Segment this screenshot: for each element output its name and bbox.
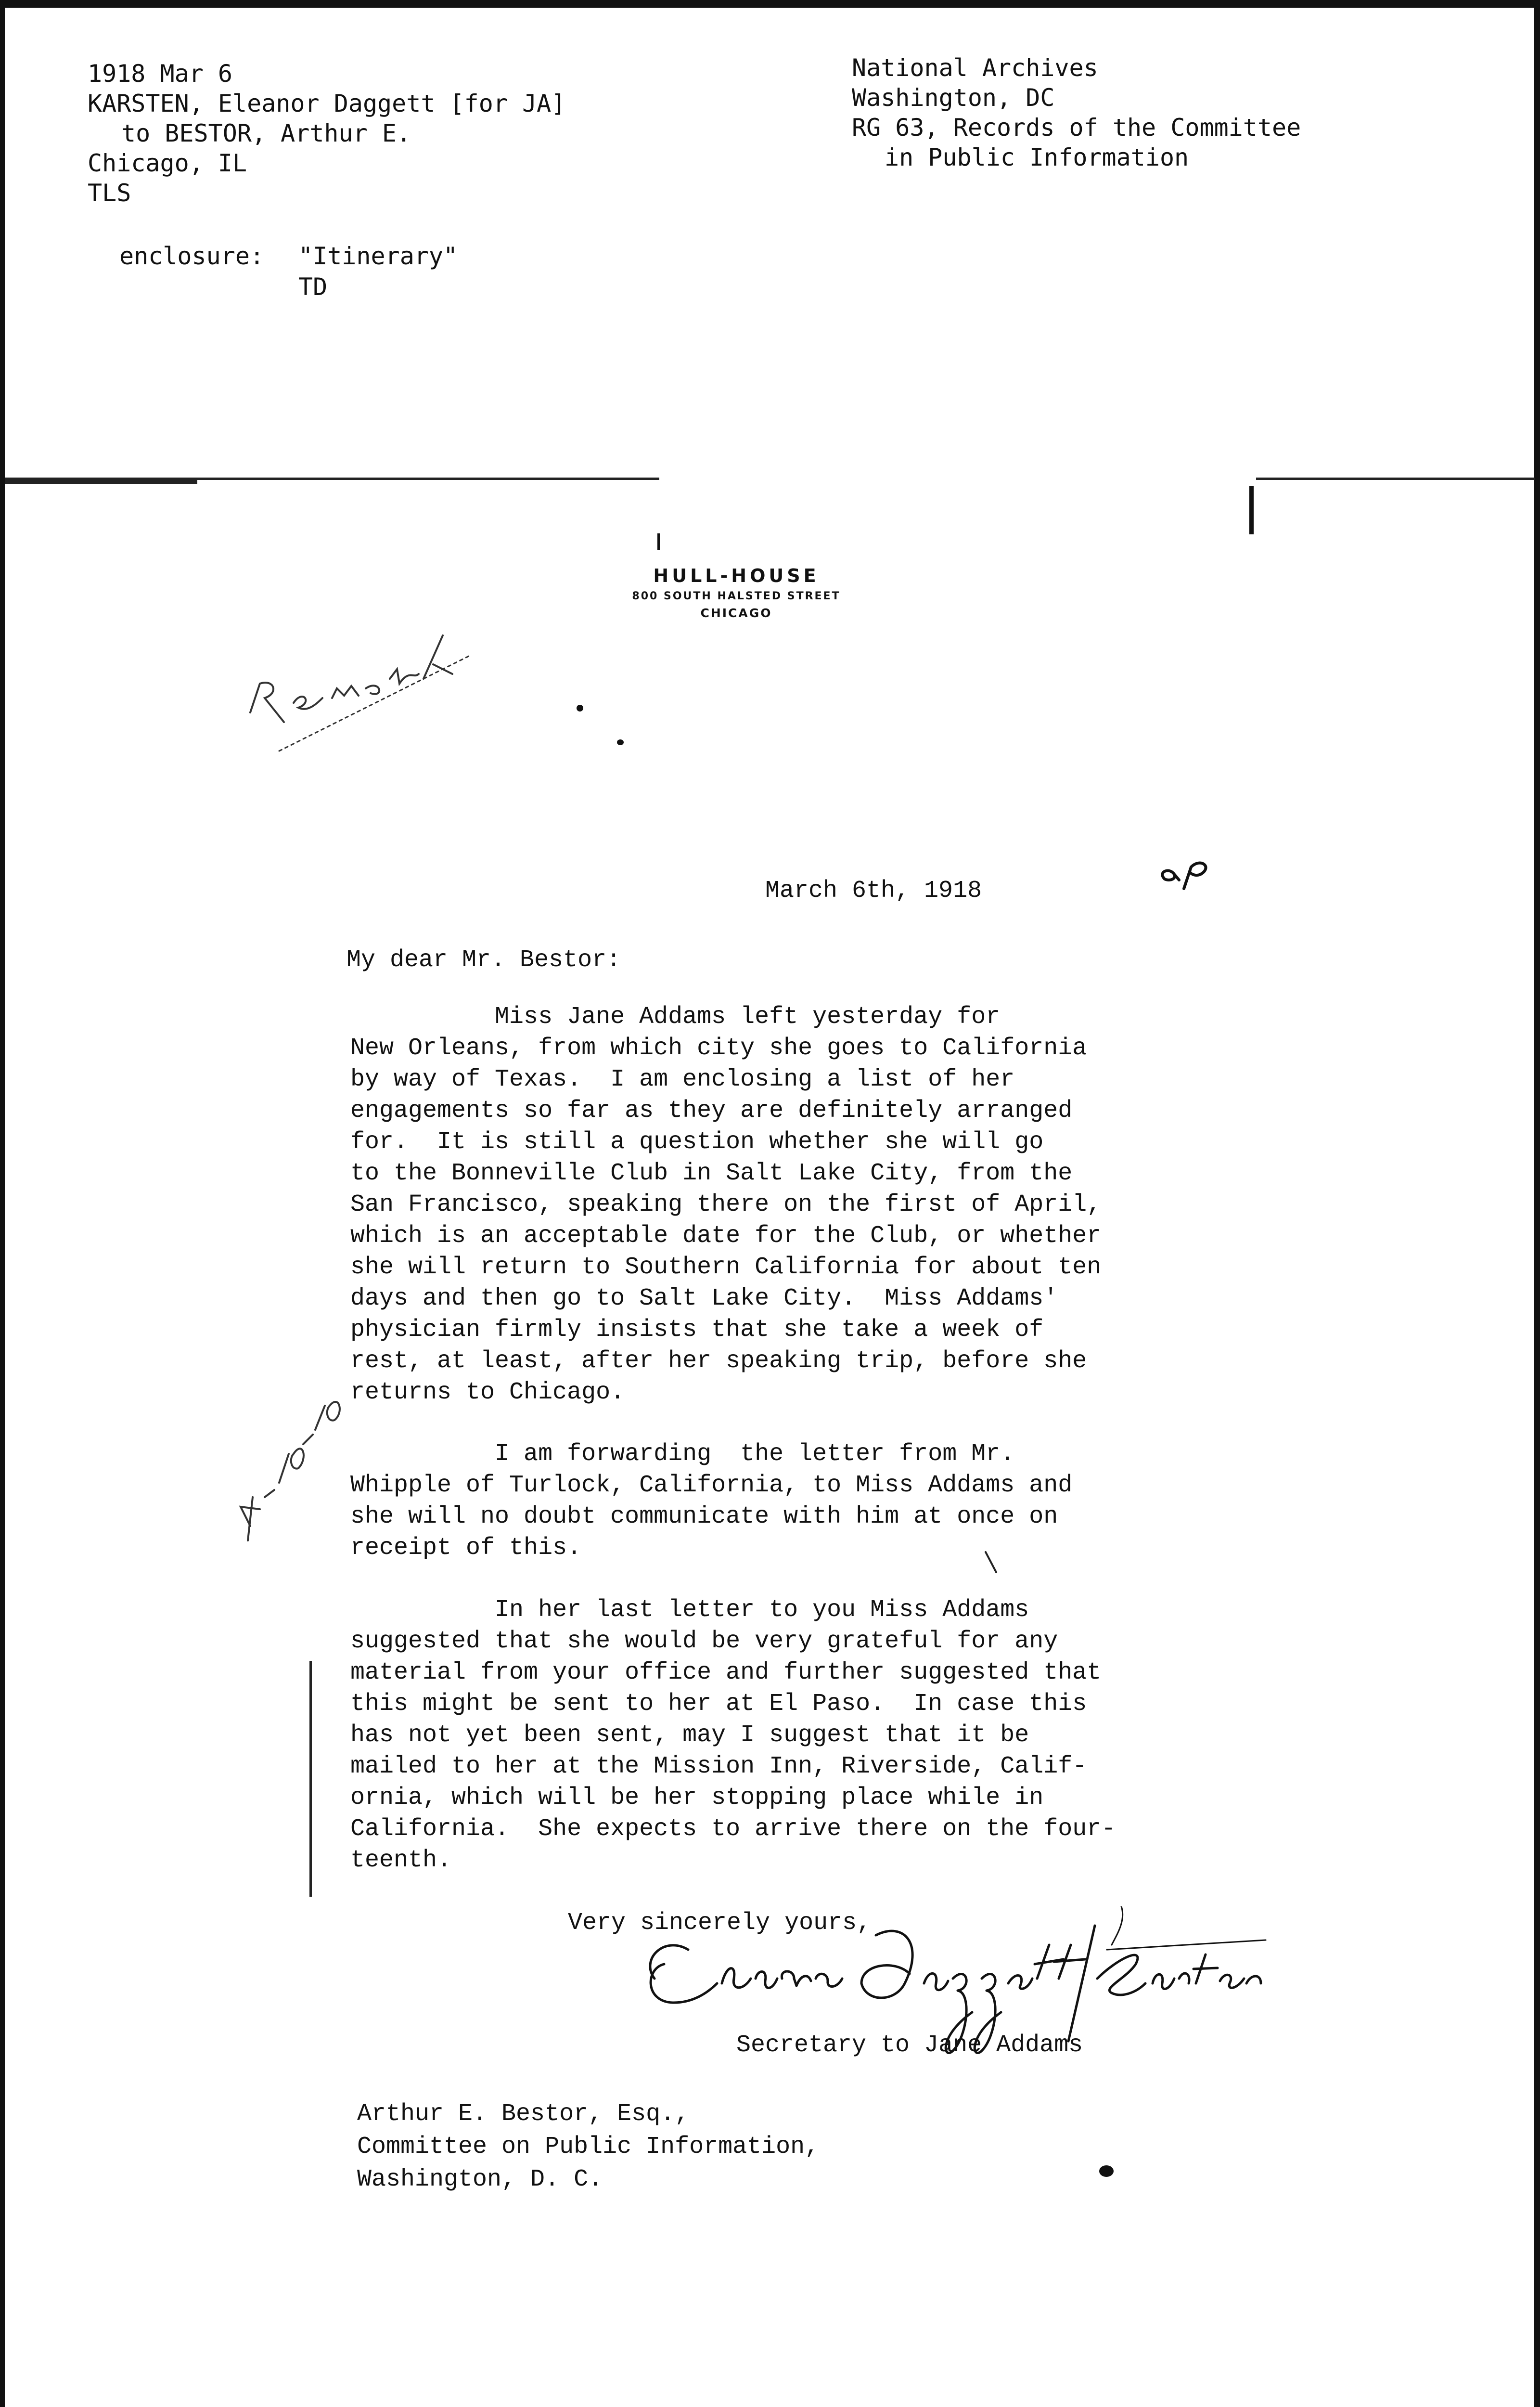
tear-line-left-thick bbox=[5, 479, 197, 484]
recipient-name: Arthur E. Bestor, Esq., bbox=[357, 2100, 690, 2128]
paragraph-line: she will return to Southern California for about ten bbox=[350, 1254, 1102, 1281]
paragraph-line: to the Bonneville Club in Salt Lake City, from the bbox=[350, 1160, 1073, 1187]
letter-paragraph-3 bbox=[350, 1594, 1178, 1876]
archive-source bbox=[852, 53, 1301, 172]
paragraph-line: which is an acceptable date for the Club, or whether bbox=[350, 1222, 1102, 1250]
paragraph-line: I am forwarding the letter from Mr. bbox=[350, 1440, 1015, 1468]
letter-paragraph-1 bbox=[350, 1001, 1178, 1408]
paragraph-line: San Francisco, speaking there on the first of April, bbox=[350, 1191, 1102, 1218]
paragraph-line: returns to Chicago. bbox=[350, 1379, 625, 1406]
citation-author: KARSTEN, Eleanor Daggett [for JA] bbox=[88, 90, 566, 117]
source-city: Washington, DC bbox=[852, 84, 1055, 112]
paragraph-line: Miss Jane Addams left yesterday for bbox=[350, 1003, 1001, 1031]
paragraph-line: receipt of this. bbox=[350, 1534, 582, 1562]
paragraph-line: material from your office and further suggested that bbox=[350, 1659, 1102, 1686]
paragraph-line: New Orleans, from which city she goes to California bbox=[350, 1035, 1087, 1062]
paragraph-line: rest, at least, after her speaking trip, before she bbox=[350, 1347, 1087, 1375]
letterhead-name: HULL-HOUSE bbox=[653, 565, 820, 586]
citation-date: 1918 Mar 6 bbox=[88, 60, 233, 88]
tear-notch bbox=[1249, 486, 1254, 534]
scan-border-right bbox=[1534, 0, 1540, 2407]
paragraph-line: this might be sent to her at El Paso. In case this bbox=[350, 1690, 1087, 1718]
letter-date: March 6th, 1918 bbox=[765, 877, 982, 905]
letterhead-street: 800 SOUTH HALSTED STREET bbox=[632, 590, 841, 602]
letter-salutation: My dear Mr. Bestor: bbox=[346, 946, 621, 974]
enclosure-type: TD bbox=[298, 273, 328, 301]
source-record-group: RG 63, Records of the Committee bbox=[852, 114, 1301, 142]
enclosure-title: "Itinerary" bbox=[298, 242, 458, 270]
letterhead bbox=[568, 565, 905, 620]
paragraph-line: teenth. bbox=[350, 1847, 452, 1874]
ink-speck bbox=[577, 705, 583, 712]
handwritten-corner-mark bbox=[1155, 850, 1222, 893]
letter-paragraph-2 bbox=[350, 1438, 1178, 1564]
ink-blot bbox=[1099, 2165, 1114, 2177]
paragraph-line: ornia, which will be her stopping place while in bbox=[350, 1784, 1044, 1812]
recipient-address bbox=[357, 2098, 819, 2196]
paragraph-line: engagements so far as they are definitely arranged bbox=[350, 1097, 1073, 1125]
enclosure-note bbox=[119, 241, 458, 302]
handwritten-margin-note bbox=[241, 607, 491, 761]
paragraph-line: she will no doubt communicate with him at once on bbox=[350, 1503, 1058, 1530]
paragraph-line: has not yet been sent, may I suggest that it be bbox=[350, 1721, 1029, 1749]
paragraph-line: for. It is still a question whether she will go bbox=[350, 1128, 1044, 1156]
paragraph-line: physician firmly insists that she take a week of bbox=[350, 1316, 1044, 1344]
ink-speck bbox=[617, 739, 624, 745]
handwritten-reference-number bbox=[231, 1386, 346, 1550]
recipient-organization: Committee on Public Information, bbox=[357, 2133, 820, 2161]
archive-citation bbox=[88, 59, 565, 208]
paragraph-line: by way of Texas. I am enclosing a list of her bbox=[350, 1066, 1015, 1093]
source-record-group-cont: in Public Information bbox=[885, 143, 1189, 171]
letter-closing: Very sincerely yours, bbox=[568, 1909, 872, 1937]
citation-place: Chicago, IL bbox=[88, 149, 247, 177]
citation-doc-type: TLS bbox=[88, 179, 131, 207]
paragraph-line: California. She expects to arrive there on the four- bbox=[350, 1815, 1116, 1843]
recipient-city: Washington, D. C. bbox=[357, 2166, 603, 2193]
signer-title: Secretary to Jane Addams bbox=[736, 2032, 1083, 2059]
paragraph-line: suggested that she would be very grateful for any bbox=[350, 1628, 1058, 1655]
enclosure-label: enclosure: bbox=[119, 242, 265, 270]
tear-line-right bbox=[1256, 478, 1535, 480]
scan-border-left bbox=[0, 0, 5, 2407]
paragraph-line: days and then go to Salt Lake City. Miss Addams' bbox=[350, 1285, 1058, 1312]
source-archive: National Archives bbox=[852, 54, 1098, 82]
letterhead-city: CHICAGO bbox=[700, 606, 772, 620]
paragraph-line: Whipple of Turlock, California, to Miss Addams and bbox=[350, 1472, 1073, 1499]
paragraph-line: In her last letter to you Miss Addams bbox=[350, 1596, 1029, 1624]
citation-recipient: to BESTOR, Arthur E. bbox=[121, 119, 411, 147]
tear-tick bbox=[657, 533, 660, 550]
scan-border-top bbox=[0, 0, 1540, 8]
paragraph-line: mailed to her at the Mission Inn, Riverside, Calif- bbox=[350, 1753, 1087, 1780]
margin-sideline bbox=[309, 1661, 312, 1897]
